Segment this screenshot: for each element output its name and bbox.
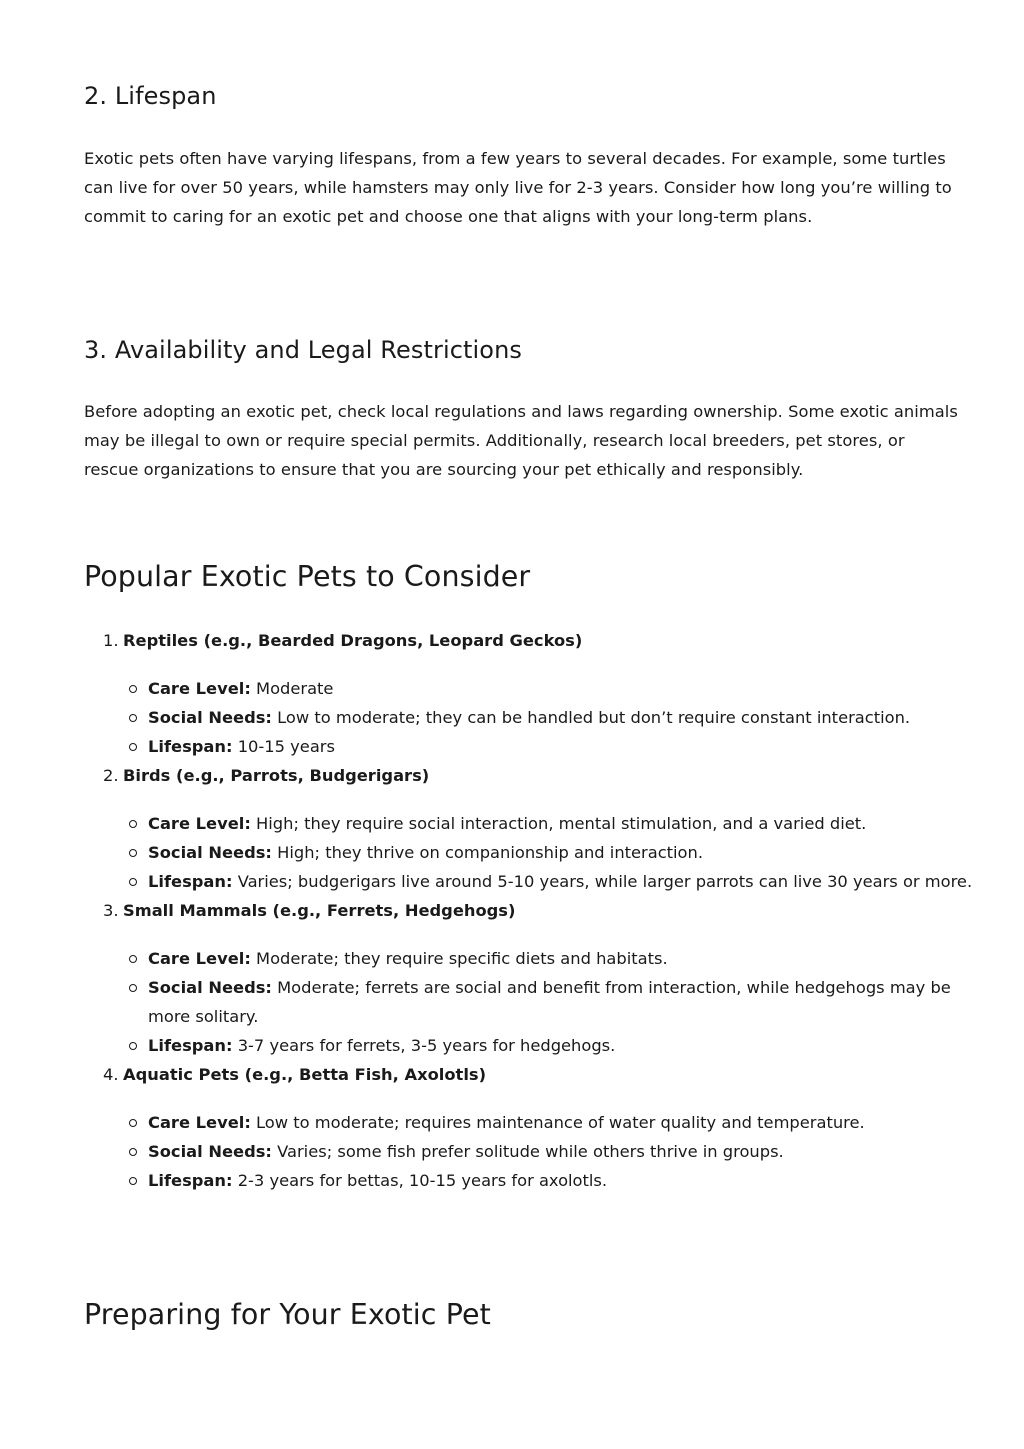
bullet-icon (129, 743, 137, 751)
bullet-label: Care Level: (148, 1113, 251, 1132)
bullet-label: Lifespan: (148, 1036, 233, 1055)
bullet-list (84, 674, 974, 761)
bullet-icon (129, 685, 137, 693)
bullet-icon (129, 714, 137, 722)
bullet-label: Social Needs: (148, 708, 272, 727)
availability-heading: 3. Availability and Legal Restrictions (84, 336, 522, 364)
bullet-item (84, 703, 978, 732)
bullet-label: Social Needs: (148, 978, 272, 997)
bullet-item (84, 1108, 978, 1137)
bullet-text: High; they thrive on companionship and interaction. (271, 843, 704, 862)
bullet-item (84, 1137, 978, 1166)
lifespan-paragraph: Exotic pets often have varying lifespans, from a few years to several decades. For example, some turtles can live for over 50 years, while hamsters may only live for 2-3 years. Consider how long you’re willing to commit to caring for an exotic pet and choose one that aligns with your long-term plans. (84, 149, 952, 226)
list-item-number: 3. (103, 901, 119, 920)
popular-pets-list (84, 626, 974, 1195)
lifespan-heading: 2. Lifespan (84, 82, 217, 110)
bullet-item (84, 674, 978, 703)
bullet-item (84, 809, 978, 838)
bullet-item (84, 1166, 978, 1195)
bullet-list (84, 1108, 974, 1195)
bullet-text: Moderate (250, 679, 334, 698)
list-item-title (84, 761, 974, 790)
bullet-list (84, 944, 974, 1060)
bullet-label: Lifespan: (148, 872, 233, 891)
bullet-icon (129, 984, 137, 992)
popular-pets-heading: Popular Exotic Pets to Consider (84, 560, 531, 593)
list-item (84, 896, 974, 1060)
bullet-icon (129, 1119, 137, 1127)
bullet-label: Social Needs: (148, 1142, 272, 1161)
list-item-title (84, 1060, 974, 1089)
bullet-text: 10-15 years (232, 737, 335, 756)
bullet-text: Low to moderate; they can be handled but don’t require constant interaction. (271, 708, 911, 727)
bullet-text: 2-3 years for bettas, 10-15 years for axolotls. (232, 1171, 608, 1190)
bullet-label: Care Level: (148, 679, 251, 698)
list-item-number: 1. (103, 631, 119, 650)
bullet-label: Care Level: (148, 949, 251, 968)
bullet-text: Varies; some fish prefer solitude while others thrive in groups. (271, 1142, 784, 1161)
list-item-number: 2. (103, 766, 119, 785)
bullet-label: Lifespan: (148, 1171, 233, 1190)
bullet-icon (129, 849, 137, 857)
bullet-icon (129, 820, 137, 828)
availability-paragraph: Before adopting an exotic pet, check local regulations and laws regarding ownership. Some exotic animals may be illegal to own or require special permits. Additionally, research local breeders, pet stores, or rescue organizations to ensure that you are sourcing your pet ethically and responsibly. (84, 402, 958, 479)
list-item (84, 1060, 974, 1195)
bullet-icon (129, 1042, 137, 1050)
list-item-title (84, 896, 974, 925)
bullet-icon (129, 1148, 137, 1156)
list-item-title (84, 626, 974, 655)
bullet-text: Moderate; they require specific diets and habitats. (250, 949, 668, 968)
bullet-item (84, 867, 978, 896)
list-item (84, 626, 974, 761)
bullet-item (84, 944, 978, 973)
bullet-text: Low to moderate; requires maintenance of water quality and temperature. (250, 1113, 865, 1132)
bullet-label: Lifespan: (148, 737, 233, 756)
bullet-item (84, 1031, 978, 1060)
preparing-heading: Preparing for Your Exotic Pet (84, 1298, 491, 1331)
list-item (84, 761, 974, 896)
bullet-icon (129, 878, 137, 886)
bullet-item (84, 973, 978, 1031)
bullet-text: 3-7 years for ferrets, 3-5 years for hedgehogs. (232, 1036, 616, 1055)
bullet-list (84, 809, 974, 896)
bullet-text: High; they require social interaction, mental stimulation, and a varied diet. (250, 814, 867, 833)
bullet-label: Care Level: (148, 814, 251, 833)
bullet-icon (129, 1177, 137, 1185)
list-item-heading: Reptiles (e.g., Bearded Dragons, Leopard Geckos) (123, 631, 583, 650)
bullet-icon (129, 955, 137, 963)
bullet-item (84, 732, 978, 761)
bullet-item (84, 838, 978, 867)
list-item-heading: Small Mammals (e.g., Ferrets, Hedgehogs) (123, 901, 516, 920)
list-item-heading: Birds (e.g., Parrots, Budgerigars) (123, 766, 430, 785)
bullet-text: Varies; budgerigars live around 5-10 years, while larger parrots can live 30 years or more. (232, 872, 973, 891)
list-item-number: 4. (103, 1065, 119, 1084)
bullet-label: Social Needs: (148, 843, 272, 862)
bullet-text: Moderate; ferrets are social and benefit from interaction, while hedgehogs may be more solitary. (148, 978, 951, 1026)
list-item-heading: Aquatic Pets (e.g., Betta Fish, Axolotls) (123, 1065, 487, 1084)
